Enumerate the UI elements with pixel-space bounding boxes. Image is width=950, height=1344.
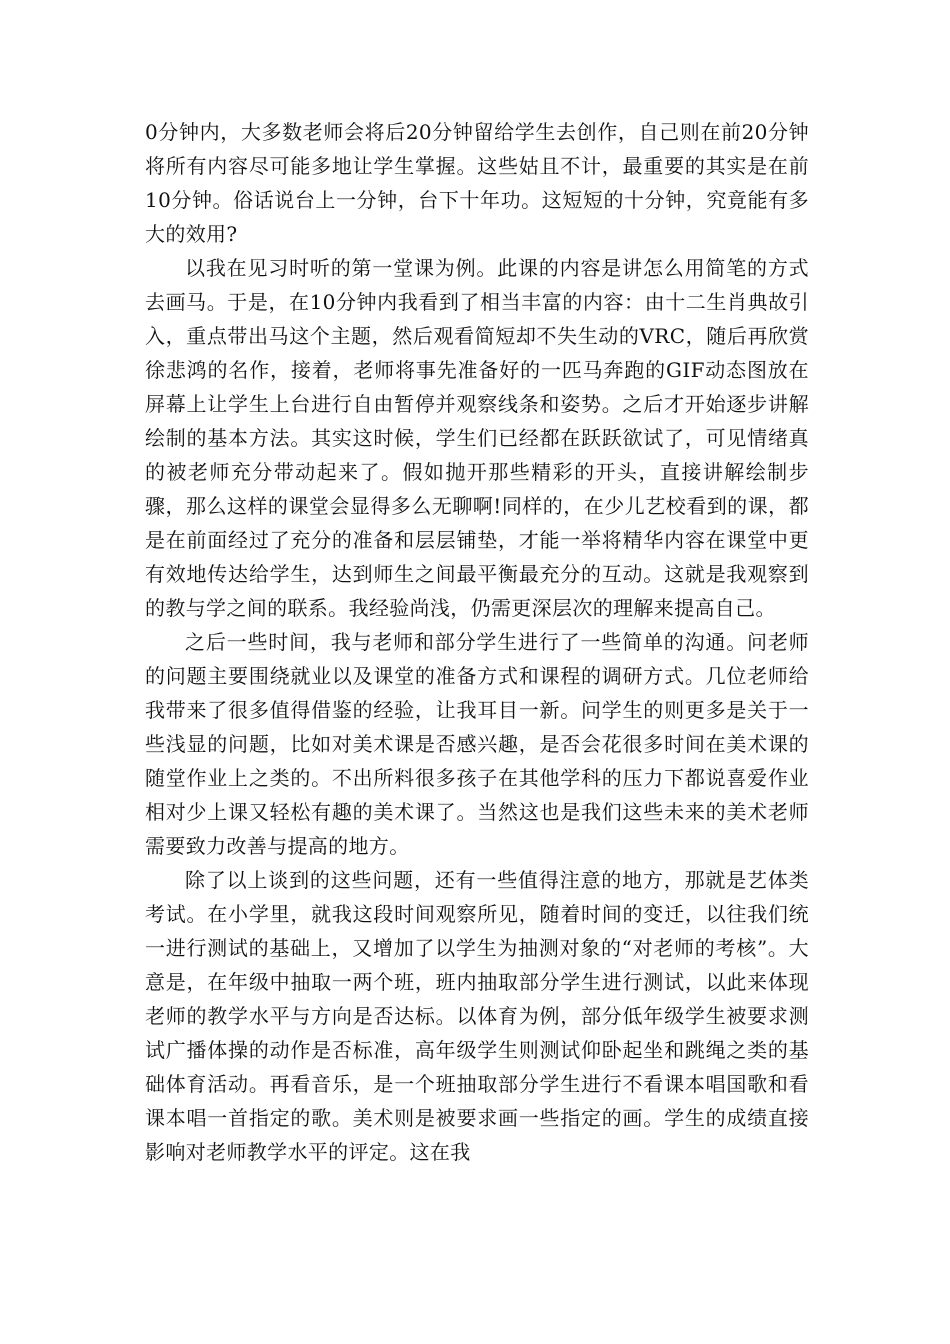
paragraph-arts-exam: 除了以上谈到的这些问题，还有一些值得注意的地方，那就是艺体类考试。在小学里，就我这段时间观察所见，随着时间的变迁，以往我们统一进行测试的基础上，又增加了以学生为抽测对象的“对老师的考核”。大意是，在年级中抽取一两个班，班内抽取部分学生进行测试，以此来体现老师的教学水平与方向是否达标。以体育为例，部分低年级学生被要求测试广播体操的动作是否标准，高年级学生则测试仰卧起坐和跳绳之类的基础体育活动。再看音乐，是一个班抽取部分学生进行不看课本唱国歌和看课本唱一首指定的歌。美术则是被要求画一些指定的画。学生的成绩直接影响对老师教学水平的评定。这在我 <box>145 868 809 1164</box>
paragraph-continuation: 0分钟内，大多数老师会将后20分钟留给学生去创作，自己则在前20分钟将所有内容尽可能多地让学生掌握。这些姑且不计，最重要的其实是在前10分钟。俗话说台上一分钟，台下十年功。这短短的十分钟，究竟能有多大的效用? <box>145 120 809 246</box>
document-body <box>145 115 809 1169</box>
paragraph-communication: 之后一些时间，我与老师和部分学生进行了一些简单的沟通。问老师的问题主要围绕就业以及课堂的准备方式和课程的调研方式。几位老师给我带来了很多值得借鉴的经验，让我耳目一新。问学生的则更多是关于一些浅显的问题，比如对美术课是否感兴趣，是否会花很多时间在美术课的随堂作业上之类的。不出所料很多孩子在其他学科的压力下都说喜爱作业相对少上课又轻松有趣的美术课了。当然这也是我们这些未来的美术老师需要致力改善与提高的地方。 <box>145 630 809 858</box>
paragraph-horse-lesson: 以我在见习时听的第一堂课为例。此课的内容是讲怎么用简笔的方式去画马。于是，在10分钟内我看到了相当丰富的内容：由十二生肖典故引入，重点带出马这个主题，然后观看简短却不失生动的VRC，随后再欣赏徐悲鸿的名作，接着，老师将事先准备好的一匹马奔跑的GIF动态图放在屏幕上让学生上台进行自由暂停并观察线条和姿势。之后才开始逐步讲解绘制的基本方法。其实这时候，学生们已经都在跃跃欲试了，可见情绪真的被老师充分带动起来了。假如抛开那些精彩的开头，直接讲解绘制步骤，那么这样的课堂会显得多么无聊啊!同样的，在少儿艺校看到的课，都是在前面经过了充分的准备和层层铺垫，才能一举将精华内容在课堂中更有效地传达给学生，达到师生之间最平衡最充分的互动。这就是我观察到的教与学之间的联系。我经验尚浅，仍需更深层次的理解来提高自己。 <box>145 256 809 620</box>
